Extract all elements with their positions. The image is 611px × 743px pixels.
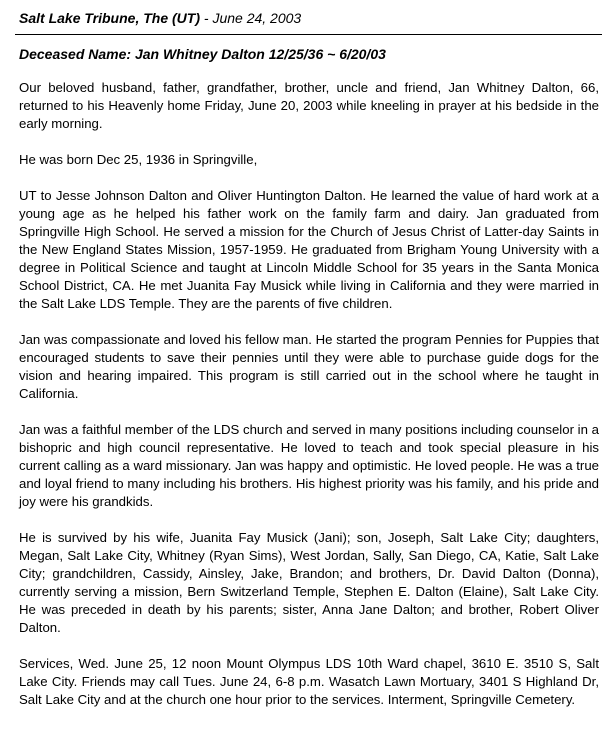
article-header xyxy=(19,10,301,26)
paragraph-birth: He was born Dec 25, 1936 in Springville, xyxy=(19,152,258,167)
header-divider xyxy=(15,34,602,35)
publication-date: June 24, 2003 xyxy=(212,10,302,26)
newspaper-source: Salt Lake Tribune, The (UT) xyxy=(19,10,200,26)
paragraph-survivors: He is survived by his wife, Juanita Fay Musick (Jani); son, Joseph, Salt Lake City; daughters, Megan, Salt Lake City, Whitney (Ryan Sims), West Jordan, Sally, San Diego, CA, Katie, Salt Lake City; grandchildren, Cassidy, Ainsley, Jake, Brandon; and brothers, Dr. David Dalton (Donna), currently serving a mission, Bern Switzerland Temple, Stephen E. Dalton (Elaine), Salt Lake City. He was preceded in death by his parents; sister, Anna Jane Dalton; and brother, Robert Oliver Dalton. xyxy=(19,530,599,635)
paragraph-compassion: Jan was compassionate and loved his fellow man. He started the program Pennies for Puppies that encouraged students to save their pennies until they were able to purchase guide dogs for the vision and hearing impaired. This program is still carried out in the school where he taught in California. xyxy=(19,332,599,401)
paragraph-services: Services, Wed. June 25, 12 noon Mount Olympus LDS 10th Ward chapel, 3610 E. 3510 S, Salt Lake City. Friends may call Tues. June 24, 6-8 p.m. Wasatch Lawn Mortuary, 3401 S Highland Dr, Salt Lake City and at the church one hour prior to the services. Interment, Springville Cemetery. xyxy=(19,656,599,707)
paragraph-life: UT to Jesse Johnson Dalton and Oliver Huntington Dalton. He learned the value of hard work at a young age as he helped his father work on the family farm and dairy. Jan graduated from Springville High School. He served a mission for the Church of Jesus Christ of Latter-day Saints in the New England States Mission, 1957-1959. He graduated from Brigham Young University with a degree in Political Science and taught at Lincoln Middle School for 35 years in the Santa Monica School District, CA. He met Juanita Fay Musick while living in California and they were married in the Salt Lake LDS Temple. They are the parents of five children. xyxy=(19,188,599,311)
header-separator: - xyxy=(200,10,213,26)
paragraph-intro: Our beloved husband, father, grandfather, brother, uncle and friend, Jan Whitney Dalton, 66, returned to his Heavenly home Friday, June 20, 2003 while kneeling in prayer at his bedside in the early morning. xyxy=(19,80,599,131)
paragraph-church: Jan was a faithful member of the LDS church and served in many positions including counselor in a bishopric and high council representative. He loved to teach and took special pleasure in his current calling as a ward missionary. Jan was happy and optimistic. He loved people. He was a true and loyal friend to many including his brothers. His highest priority was his family, and his pride and joy were his grandkids. xyxy=(19,422,599,509)
deceased-name-line: Deceased Name: Jan Whitney Dalton 12/25/36 ~ 6/20/03 xyxy=(19,46,386,62)
obituary-body xyxy=(19,79,599,709)
